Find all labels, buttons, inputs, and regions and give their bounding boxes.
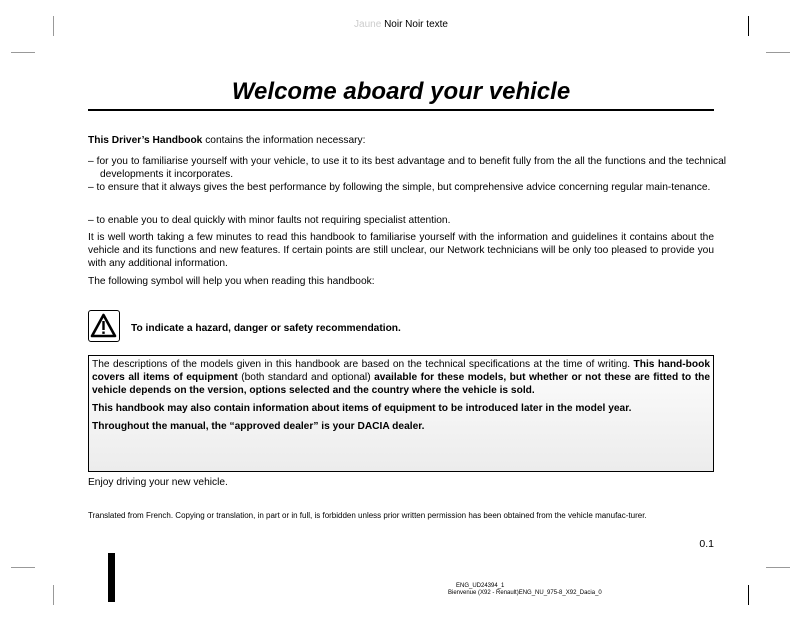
notice-bold: available for these models, but whether or not these are fitted to the vehicle depends on the version, options selected and the country where the vehicle is sold. [92, 372, 711, 396]
warning-triangle-icon [88, 310, 120, 342]
warning-legend [88, 310, 714, 346]
document-code [448, 583, 602, 597]
document-code-line: Bienvenue (X92 - Renault)ENG_NU_975-8_X92_Dacia_0 [448, 590, 602, 596]
bullet-item: – to ensure that it always gives the best performance by following the simple, but comprehensive advice concerning regular main-tenance. [88, 182, 711, 193]
color-label-black: Noir Noir texte [384, 19, 448, 30]
intro-text: contains the information necessary: [202, 135, 366, 146]
notice-paragraph: Throughout the manual, the “approved dealer” is your DACIA dealer. [92, 421, 425, 432]
document-code-line: ENG_UD24394_1 [456, 583, 505, 589]
color-header [0, 19, 802, 30]
crop-mark [748, 585, 749, 605]
symbol-intro: The following symbol will help you when reading this handbook: [88, 276, 375, 287]
closing-line: Enjoy driving your new vehicle. [88, 477, 228, 488]
notice-paragraph: This handbook may also contain information about items of equipment to be introduced later in the model year. [92, 403, 632, 414]
color-label-yellow: Jaune [354, 19, 382, 30]
page-title: Welcome aboard your vehicle [231, 78, 571, 105]
page-number: 0.1 [699, 538, 714, 550]
bullet-item: – to enable you to deal quickly with minor faults not requiring specialist attention. [88, 215, 451, 226]
intro-paragraph: It is well worth taking a few minutes to read this handbook to familiarise yourself with the information and guidelines it contains about the vehicle and its functions and new features. If certain points are still unclear, our Network technicians will be only too pleased to provide you with any additional information. [88, 232, 714, 269]
intro [88, 134, 714, 147]
title-divider [88, 109, 714, 111]
notice-paragraph [92, 358, 710, 397]
notice-bold: This hand-book covers all items of equipment [92, 359, 710, 383]
notice-text: The descriptions of the models given in this handbook are based on the technical specifications at the time of writing. [92, 359, 634, 370]
intro-bold: This Driver’s Handbook [88, 135, 203, 146]
notice-text: (both standard and optional) [237, 372, 375, 383]
crop-mark [766, 52, 790, 53]
bullet-item: – for you to familiarise yourself with your vehicle, to use it to its best advantage and to benefit fully from the all the functions and the technical developments it incorporates. [88, 156, 726, 180]
crop-mark [11, 52, 35, 53]
equipment-notice-box [88, 355, 714, 472]
warning-label: To indicate a hazard, danger or safety recommendation. [131, 323, 401, 334]
crop-mark [53, 585, 54, 605]
crop-mark [766, 567, 790, 568]
thumb-tab-bar [108, 553, 115, 602]
crop-mark [11, 567, 35, 568]
copyright-footnote: Translated from French. Copying or translation, in part or in full, is forbidden unless prior written permission has been obtained from the vehicle manufac-turer. [88, 511, 647, 520]
